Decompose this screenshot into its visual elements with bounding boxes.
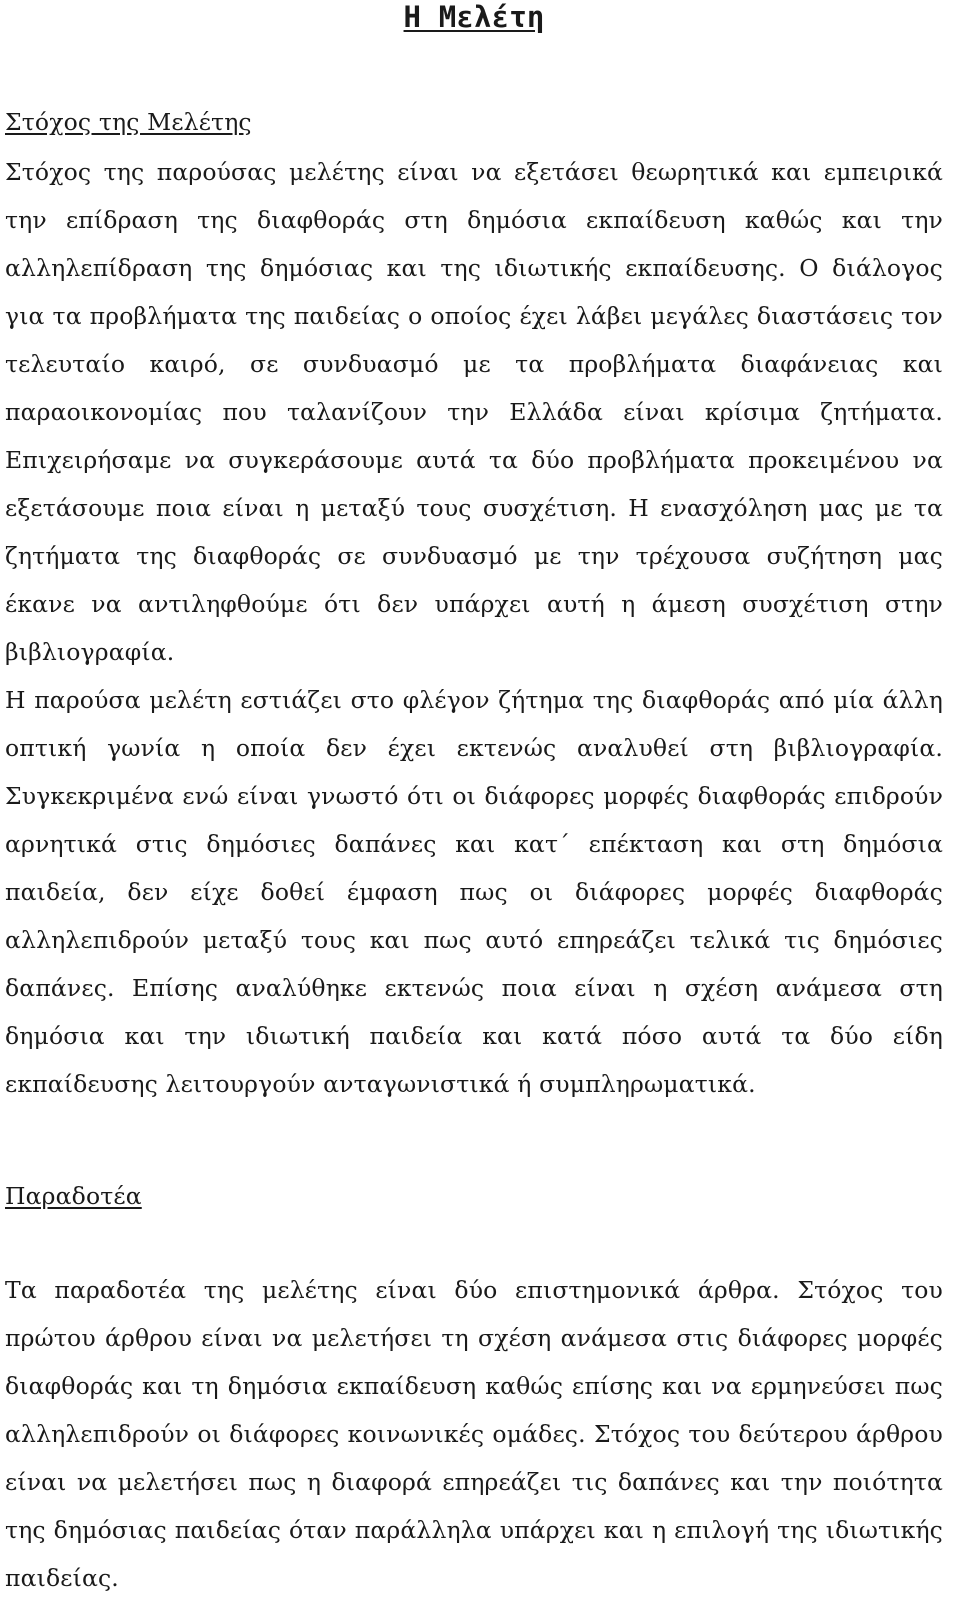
document-page: [5, 0, 943, 1602]
paragraph-goal-2: Η παρούσα μελέτη εστιάζει στο φλέγον ζήτημα της διαφθοράς από μία άλλη οπτική γωνία η οποία δεν έχει εκτενώς αναλυθεί στη βιβλιογραφία. Συγκεκριμένα ενώ είναι γνωστό ότι οι διάφορες μορφές διαφθοράς επιδρούν αρνητικά στις δημόσιες δαπάνες και κατ΄ επέκταση και στη δημόσια παιδεία, δεν είχε δοθεί έμφαση πως οι διάφορες μορφές διαφθοράς αλληλεπιδρούν μεταξύ τους και πως αυτό επηρεάζει τελικά τις δημόσιες δαπάνες. Επίσης αναλύθηκε εκτενώς ποια είναι η σχέση ανάμεσα στη δημόσια και την ιδιωτική παιδεία και κατά πόσο αυτά τα δύο είδη εκπαίδευσης λειτουργούν ανταγωνιστικά ή συμπληρωματικά.: [5, 686, 943, 1098]
section-heading-deliverables: Παραδοτέα: [5, 1182, 142, 1210]
page-title: Η Μελέτη: [403, 0, 545, 34]
paragraph-goal-1: Στόχος της παρούσας μελέτης είναι να εξετάσει θεωρητικά και εμπειρικά την επίδραση της διαφθοράς στη δημόσια εκπαίδευση καθώς και την αλληλεπίδραση της δημόσιας και της ιδιωτικής εκπαίδευσης. Ο διάλογος για τα προβλήματα της παιδείας ο οποίος έχει λάβει μεγάλες διαστάσεις τον τελευταίο καιρό, σε συνδυασμό με τα προβλήματα διαφάνειας και παραοικονομίας που ταλανίζουν την Ελλάδα είναι κρίσιμα ζητήματα. Επιχειρήσαμε να συγκεράσουμε αυτά τα δύο προβλήματα προκειμένου να εξετάσουμε ποια είναι η μεταξύ τους συσχέτιση. Η ενασχόληση μας με τα ζητήματα της διαφθοράς σε συνδυασμό με την τρέχουσα συζήτηση μας έκανε να αντιληφθούμε ότι δεν υπάρχει αυτή η άμεση συσχέτιση στην βιβλιογραφία.: [5, 158, 943, 666]
paragraph-deliverables: Τα παραδοτέα της μελέτης είναι δύο επιστημονικά άρθρα. Στόχος του πρώτου άρθρου είναι να μελετήσει τη σχέση ανάμεσα στις διάφορες μορφές διαφθοράς και τη δημόσια εκπαίδευση καθώς επίσης και να ερμηνεύσει πως αλληλεπιδρούν οι διάφορες κοινωνικές ομάδες. Στόχος του δεύτερου άρθρου είναι να μελετήσει πως η διαφορά επηρεάζει τις δαπάνες και την ποιότητα της δημόσιας παιδείας όταν παράλληλα υπάρχει και η επιλογή της ιδιωτικής παιδείας.: [5, 1276, 943, 1592]
section-heading-goal: Στόχος της Μελέτης: [5, 108, 252, 136]
